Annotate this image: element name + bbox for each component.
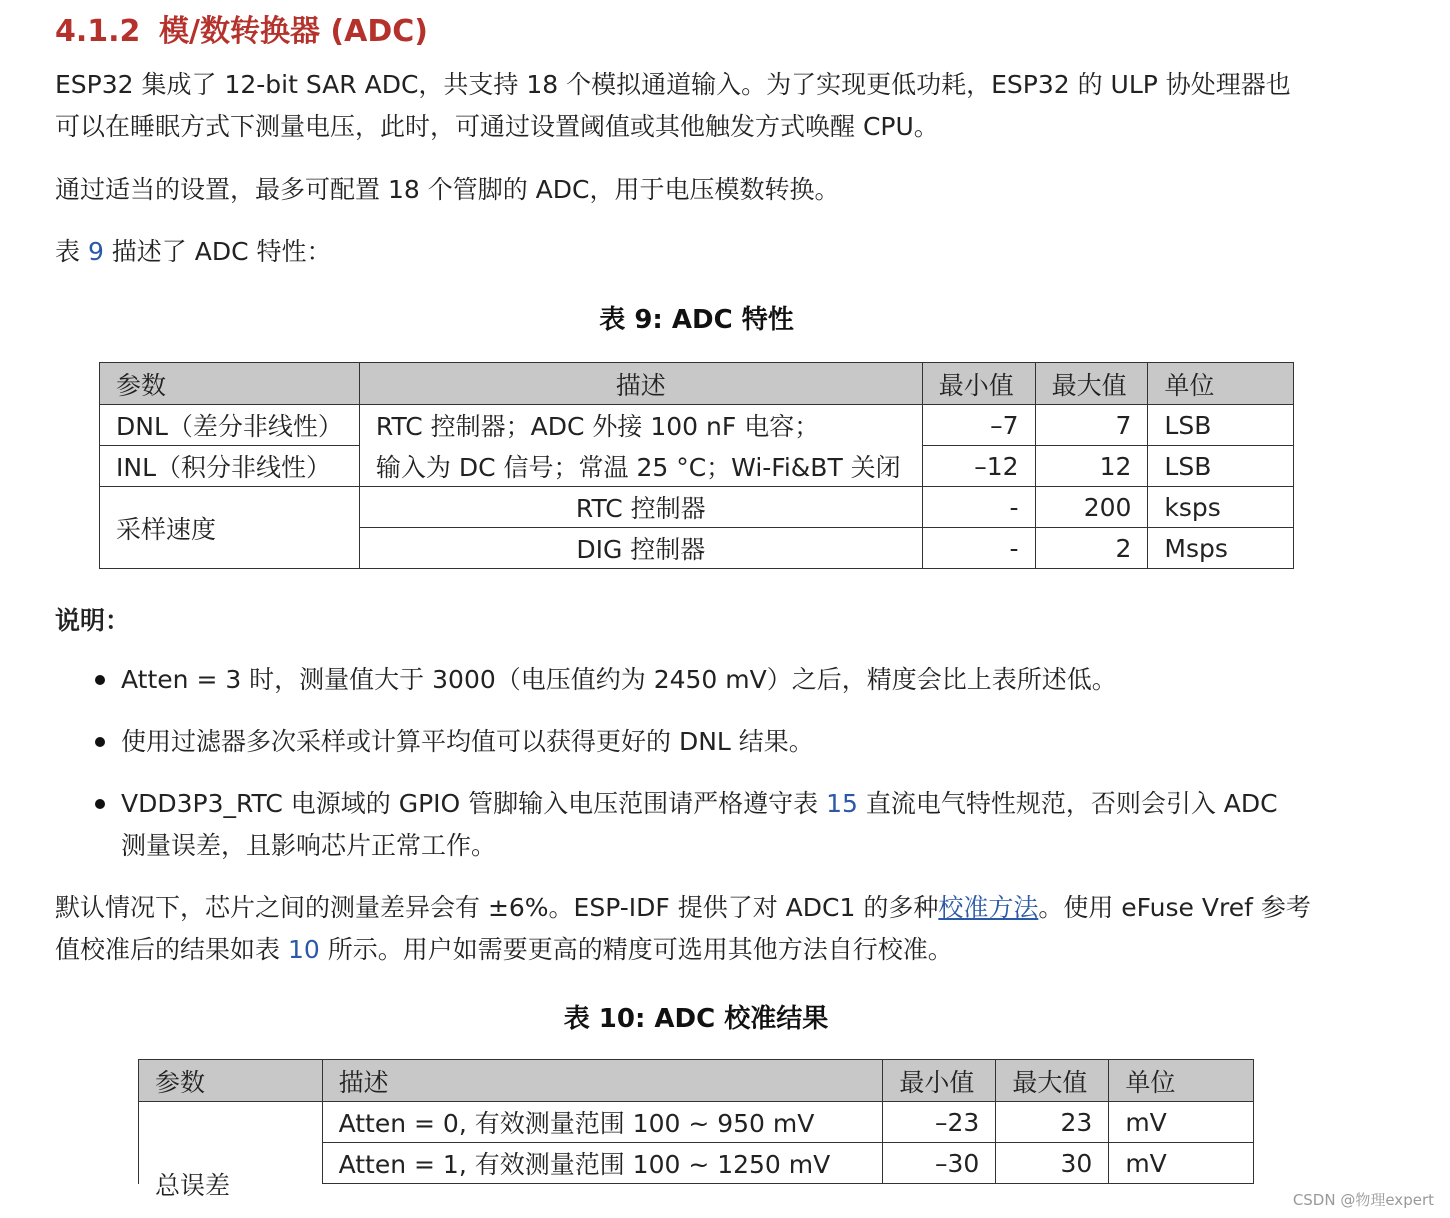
cell-unit: LSB — [1148, 446, 1294, 487]
cell-max: 200 — [1035, 487, 1148, 528]
note-text-line-2: 测量误差，且影响芯片正常工作。 — [121, 831, 497, 860]
header-param: 参数 — [139, 1060, 323, 1102]
total-error-label: 总误差 — [155, 1170, 231, 1200]
text-span: VDD3P3_RTC 电源域的 GPIO 管脚输入电压范围请严格遵守表 — [121, 789, 827, 818]
table-row — [100, 446, 1294, 487]
cell-param — [139, 1102, 323, 1200]
cell-max: 23 — [996, 1102, 1109, 1143]
cell-unit: Msps — [1148, 528, 1294, 569]
table-9-link[interactable]: 9 — [87, 237, 104, 266]
bullet-icon — [95, 737, 105, 747]
note-item — [95, 659, 1117, 701]
header-max: 最大值 — [996, 1060, 1109, 1102]
section-title: 模/数转换器 (ADC) — [159, 14, 428, 49]
section-heading — [55, 6, 428, 50]
cell-min: –12 — [922, 446, 1035, 487]
cell-desc: RTC 控制器；ADC 外接 100 nF 电容； — [359, 405, 922, 446]
cell-param: DNL（差分非线性） — [100, 405, 360, 446]
header-max: 最大值 — [1035, 363, 1148, 405]
intro-line-1: ESP32 集成了 12-bit SAR ADC，共支持 18 个模拟通道输入。为了实现更低功耗，ESP32 的 ULP 协处理器也 — [55, 70, 1291, 99]
note-text: Atten = 3 时，测量值大于 3000（电压值约为 2450 mV）之后，精度会比上表所述低。 — [121, 665, 1117, 694]
cell-max: 2 — [1035, 528, 1148, 569]
cell-max: 12 — [1035, 446, 1148, 487]
bullet-icon — [95, 799, 105, 809]
cell-min: - — [922, 528, 1035, 569]
calibration-paragraph — [55, 887, 1311, 971]
cell-unit: mV — [1109, 1143, 1254, 1184]
text-span: 默认情况下，芯片之间的测量差异会有 ±6%。ESP-IDF 提供了对 ADC1 的多种 — [55, 893, 939, 922]
table-10-caption: 表 10: ADC 校准结果 — [563, 1004, 829, 1034]
header-param: 参数 — [100, 363, 360, 405]
cell-param: 采样速度 — [100, 487, 360, 569]
text-span: 描述了 ADC 特性： — [103, 237, 332, 266]
text-span: 值校准后的结果如表 — [55, 935, 288, 964]
cell-min: - — [922, 487, 1035, 528]
header-desc: 描述 — [359, 363, 922, 405]
intro-line-2: 可以在睡眠方式下测量电压，此时，可通过设置阈值或其他触发方式唤醒 CPU。 — [55, 112, 939, 141]
adc-calibration-table — [138, 1059, 1254, 1200]
note-item — [95, 721, 814, 763]
cell-desc: Atten = 0, 有效测量范围 100 ~ 950 mV — [322, 1102, 883, 1143]
header-desc: 描述 — [322, 1060, 883, 1102]
cell-min: –23 — [883, 1102, 996, 1143]
table-row — [139, 1102, 1254, 1143]
config-paragraph: 通过适当的设置，最多可配置 18 个管脚的 ADC，用于电压模数转换。 — [55, 175, 840, 204]
note-text — [121, 783, 1278, 825]
text-span: 所示。用户如需要更高的精度可选用其他方法自行校准。 — [319, 935, 953, 964]
table-row — [100, 405, 1294, 446]
cell-min: –30 — [883, 1143, 996, 1184]
table-header-row — [100, 363, 1294, 405]
cell-min: –7 — [922, 405, 1035, 446]
table-header-row — [139, 1060, 1254, 1102]
text-span: 直流电气特性规范，否则会引入 ADC — [857, 789, 1278, 818]
watermark: CSDN @物理expert — [1292, 1191, 1434, 1209]
header-min: 最小值 — [883, 1060, 996, 1102]
table-10-link[interactable]: 10 — [287, 935, 320, 964]
header-unit: 单位 — [1148, 363, 1294, 405]
cell-desc: DIG 控制器 — [359, 528, 922, 569]
cell-desc: Atten = 1, 有效测量范围 100 ~ 1250 mV — [322, 1143, 883, 1184]
table-ref-paragraph — [55, 231, 332, 273]
cell-unit: mV — [1109, 1102, 1254, 1143]
cell-desc: RTC 控制器 — [359, 487, 922, 528]
section-number: 4.1.2 — [55, 14, 141, 49]
adc-characteristics-table — [99, 362, 1294, 569]
cell-unit: ksps — [1148, 487, 1294, 528]
table-row — [100, 487, 1294, 528]
header-min: 最小值 — [922, 363, 1035, 405]
calibration-line-1 — [55, 887, 1311, 929]
calibration-line-2 — [55, 929, 1311, 971]
table-15-link[interactable]: 15 — [826, 789, 858, 818]
bullet-icon — [95, 675, 105, 685]
notes-title: 说明： — [55, 606, 131, 635]
table-9-caption: 表 9: ADC 特性 — [599, 305, 794, 335]
text-span: 。使用 eFuse Vref 参考 — [1038, 893, 1311, 922]
calibration-method-link[interactable]: 校准方法 — [938, 893, 1039, 922]
intro-paragraph — [55, 64, 1291, 148]
text-span: 表 — [55, 237, 88, 266]
cell-max: 7 — [1035, 405, 1148, 446]
cell-param: INL（积分非线性） — [100, 446, 360, 487]
header-unit: 单位 — [1109, 1060, 1254, 1102]
cell-unit: LSB — [1148, 405, 1294, 446]
note-text: 使用过滤器多次采样或计算平均值可以获得更好的 DNL 结果。 — [121, 727, 814, 756]
cell-desc: 输入为 DC 信号；常温 25 °C；Wi-Fi&BT 关闭 — [359, 446, 922, 487]
note-item — [95, 783, 1278, 867]
cell-max: 30 — [996, 1143, 1109, 1184]
